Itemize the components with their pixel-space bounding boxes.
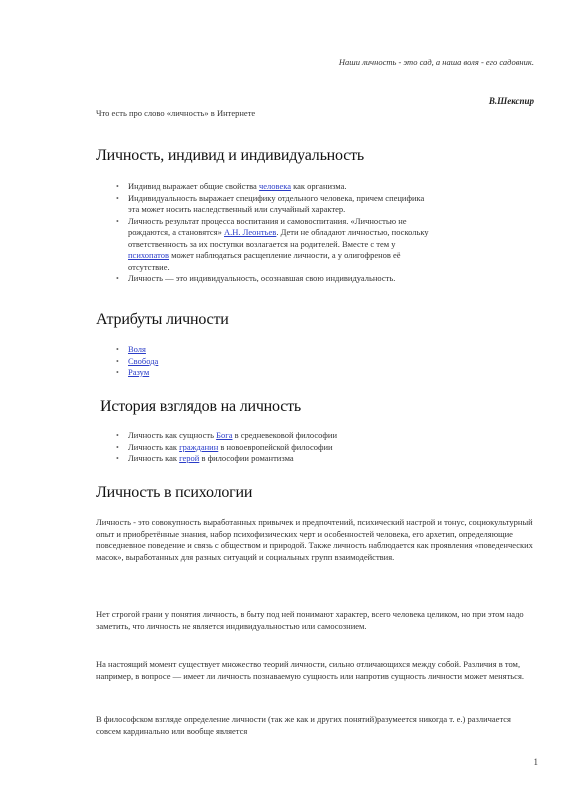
attribute-link[interactable]: Воля <box>128 344 146 354</box>
inline-link[interactable]: гражданин <box>179 441 219 452</box>
list-item-text: ответственность за их поступки возлагается на родителей. Вместе с тем у <box>128 238 396 249</box>
list-item-text: Личность — это индивидуальность, осознавшая свою индивидуальность. <box>128 273 396 283</box>
list-item-text: в философии романтизма <box>199 453 294 463</box>
list-item <box>116 216 526 228</box>
list-item <box>116 273 526 285</box>
attribute-link[interactable]: Свобода <box>128 355 159 366</box>
section1-list <box>116 181 526 285</box>
list-item-text: . Дети не обладают личностью, поскольку <box>276 227 429 237</box>
list-item-text: Личность как <box>128 441 180 452</box>
list-item <box>116 193 526 205</box>
section2-list <box>116 344 316 379</box>
list-item <box>116 239 526 251</box>
section-title-personality: Личность, индивид и индивидуальность <box>96 147 365 164</box>
intro-line: Что есть про слово «личность» в Интернете <box>96 108 256 118</box>
list-item-text: Индивидуальность выражает специфику отдельного человека, причем специфика <box>128 192 425 203</box>
list-item <box>116 181 526 193</box>
section-title-attributes: Атрибуты личности <box>96 311 229 328</box>
inline-link[interactable]: человека <box>258 181 292 191</box>
list-item <box>116 442 516 454</box>
epigraph-author: В.Шекспир <box>488 96 534 106</box>
psychology-paragraph: В философском взгляде определение личности (так же как и других понятий)разумеется никогда т. е.) различается совсем кардинально или вообще является <box>96 714 511 736</box>
list-item-text: может наблюдаться расщепление личности, а у олигофренов её <box>169 250 401 260</box>
list-item <box>116 262 526 274</box>
psychology-paragraph: Нет строгой грани у понятия личность, в быту под ней понимают характер, всего человека целиком, но при этом надо заметить, что личность не является индивидуальностью или самосознием. <box>96 609 524 631</box>
attribute-link[interactable]: Разум <box>128 367 150 377</box>
list-item <box>116 204 526 216</box>
list-item <box>116 367 316 379</box>
list-item-text: в новоевропейской философии <box>218 441 333 452</box>
inline-link[interactable]: Бога <box>216 430 233 440</box>
inline-link[interactable]: А.Н. Леонтьев <box>224 227 277 237</box>
list-item <box>116 356 316 368</box>
inline-link[interactable]: психопатов <box>128 250 170 260</box>
section3-list <box>116 430 516 465</box>
epigraph: Наши личность - это сад, а наша воля - его садовник. <box>338 57 534 67</box>
list-item <box>116 250 526 262</box>
list-item-text: рождаются, а становятся» <box>128 227 224 237</box>
list-item <box>116 227 526 239</box>
list-item-text: Личность как сущность <box>128 430 217 440</box>
page-number: 1 <box>533 757 538 767</box>
list-item <box>116 453 516 465</box>
list-item-text: отсутствие. <box>128 261 170 272</box>
section-title-psychology: Личность в психологии <box>96 484 253 501</box>
list-item-text: Индивид выражает общие свойства <box>128 181 259 191</box>
list-item-text: как организма. <box>291 181 347 191</box>
list-item <box>116 344 316 356</box>
psychology-paragraph: На настоящий момент существует множество теорий личности, сильно отличающихся между собой. Различия в том, например, в вопросе — имеет ли личность познаваемую сущность или напротив сущность личности может меняться. <box>96 659 524 681</box>
list-item <box>116 430 516 442</box>
list-item-text: в средневековой философии <box>232 430 338 440</box>
inline-link[interactable]: герой <box>179 453 200 463</box>
list-item-text: Личность как <box>128 453 180 463</box>
section-title-history: История взглядов на личность <box>100 398 302 415</box>
list-item-text: эта может носить наследственный или случайный характер. <box>128 204 346 214</box>
psychology-paragraph: Личность - это совокупность выработанных привычек и предпочтений, психический настрой и тонус, социокультурный опыт и приобретённые знания, набор психофизических черт и особенностей человека, его архетип, определяющие повседневное поведение и связь с обществом и природой. Также личность наблюдается как проявления «поведенческих масок», выработанных для разных ситуаций и социальных групп взаимодействия. <box>96 517 533 562</box>
list-item-text: Личность результат процесса воспитания и самовоспитания. «Личностью не <box>128 215 407 226</box>
